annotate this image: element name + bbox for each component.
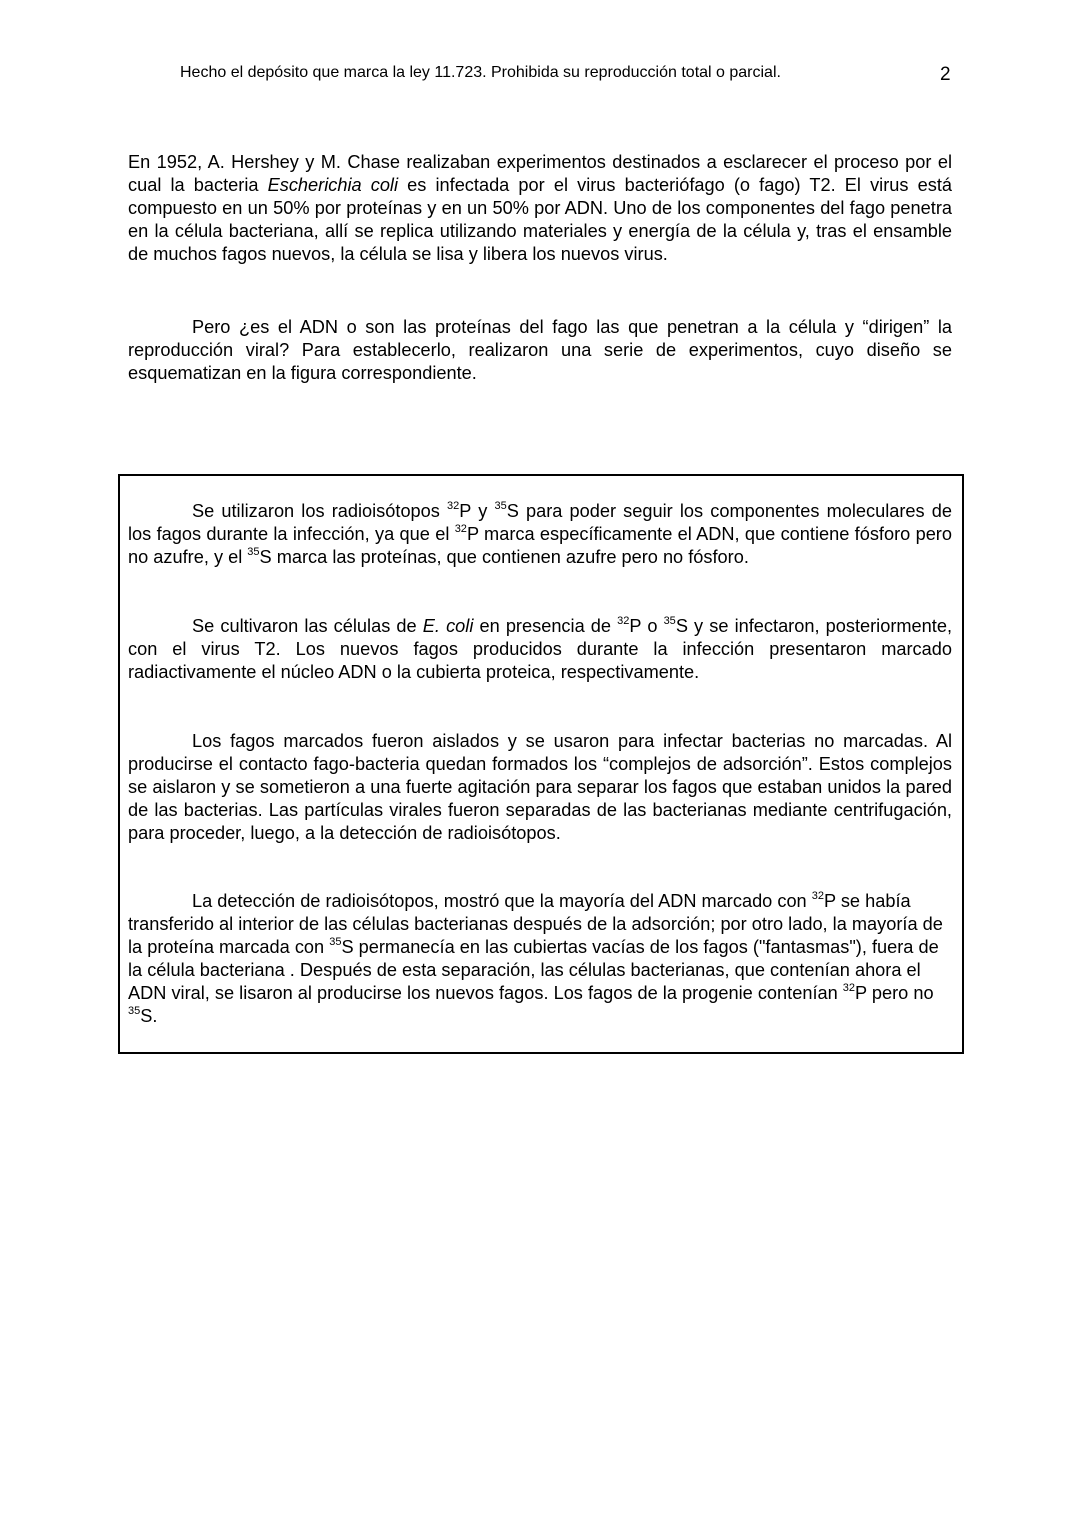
text-segment: P o	[629, 616, 664, 636]
intro-paragraph-2	[128, 316, 952, 385]
text-segment: Se cultivaron las células de	[192, 616, 423, 636]
text-segment: S y se infectaron, posteriormente, con el virus T2. Los nuevos fagos producidos durante la infección presentaron marcado radiactivamente el núcleo ADN o la cubierta proteica, respectivamente.	[128, 616, 952, 682]
text-segment: en presencia de	[473, 616, 618, 636]
text-segment: Pero ¿es el ADN o son las proteínas del fago las que penetran a la célula y “dirigen” la reproducción viral? Para establecerlo, realizaron una serie de experimentos, cuyo diseño se esquematizan en la figura correspondiente.	[128, 317, 952, 383]
box-paragraph-culture	[128, 615, 952, 684]
text-segment: Se utilizaron los radioisótopos	[192, 501, 448, 521]
isotope-superscript: 32	[811, 890, 824, 902]
isotope-superscript: 35	[247, 546, 260, 558]
italic-term: E. coli	[422, 616, 474, 636]
text-segment: S marca las proteínas, que contienen azufre pero no fósforo.	[259, 547, 749, 567]
text-segment: La detección de radioisótopos, mostró que la mayoría del ADN marcado con	[192, 891, 812, 911]
text-segment: S.	[140, 1006, 158, 1026]
intro-paragraph-1	[128, 151, 952, 266]
text-segment: P pero no	[855, 983, 934, 1003]
text-segment: P y	[459, 501, 495, 521]
box-paragraph-detection	[128, 890, 952, 1028]
page-number: 2	[940, 64, 951, 85]
isotope-superscript: 32	[617, 615, 630, 627]
isotope-superscript: 35	[494, 500, 507, 512]
text-segment: P marca específicamente el ADN, que contiene fósforo pero no azufre, y el	[128, 524, 952, 567]
isotope-superscript: 35	[329, 936, 342, 948]
text-segment: P se había transferido al interior de las células bacterianas después de la adsorción; por otro lado, la mayoría de la proteína marcada con	[128, 891, 943, 957]
isotope-superscript: 35	[663, 615, 676, 627]
text-segment: S para poder seguir los componentes moleculares de los fagos durante la infección, ya que el	[128, 501, 952, 544]
box-paragraph-isotopes	[128, 500, 952, 569]
text-segment: En 1952, A. Hershey y M. Chase realizaban experimentos destinados a esclarecer el proceso por el cual la bacteria	[128, 152, 952, 195]
isotope-superscript: 32	[842, 982, 856, 994]
italic-term: Escherichia coli	[267, 175, 399, 195]
isotope-superscript: 32	[447, 500, 460, 512]
box-paragraph-adsorption	[128, 730, 952, 845]
isotope-superscript: 32	[454, 523, 467, 535]
text-segment: S permanecía en las cubiertas vacías de los fagos ("fantasmas"), fuera de la célula bacteriana . Después de esta separación, las células bacterianas, que contenían ahora el ADN viral, se lisaron al producirse los nuevos fagos. Los fagos de la progenie contenían	[128, 937, 939, 1003]
text-segment: es infectada por el virus bacteriófago (o fago) T2. El virus está compuesto en un 50% por proteínas y en un 50% por ADN. Uno de los componentes del fago penetra en la célula bacteriana, allí se replica utilizando materiales y energía de la célula y, tras el ensamble de muchos fagos nuevos, la célula se lisa y libera los nuevos virus.	[128, 175, 952, 264]
copyright-notice: Hecho el depósito que marca la ley 11.723. Prohibida su reproducción total o parcial.	[180, 64, 781, 81]
text-segment: Los fagos marcados fueron aislados y se usaron para infectar bacterias no marcadas. Al producirse el contacto fago-bacteria quedan formados los “complejos de adsorción”. Estos complejos se aislaron y se sometieron a una fuerte agitación para separar los fagos que estaban unidos la pared de las bacterias. Las partículas virales fueron separadas de las bacterianas mediante centrifugación, para proceder, luego, a la detección de radioisótopos.	[128, 731, 952, 843]
isotope-superscript: 35	[128, 1005, 141, 1017]
